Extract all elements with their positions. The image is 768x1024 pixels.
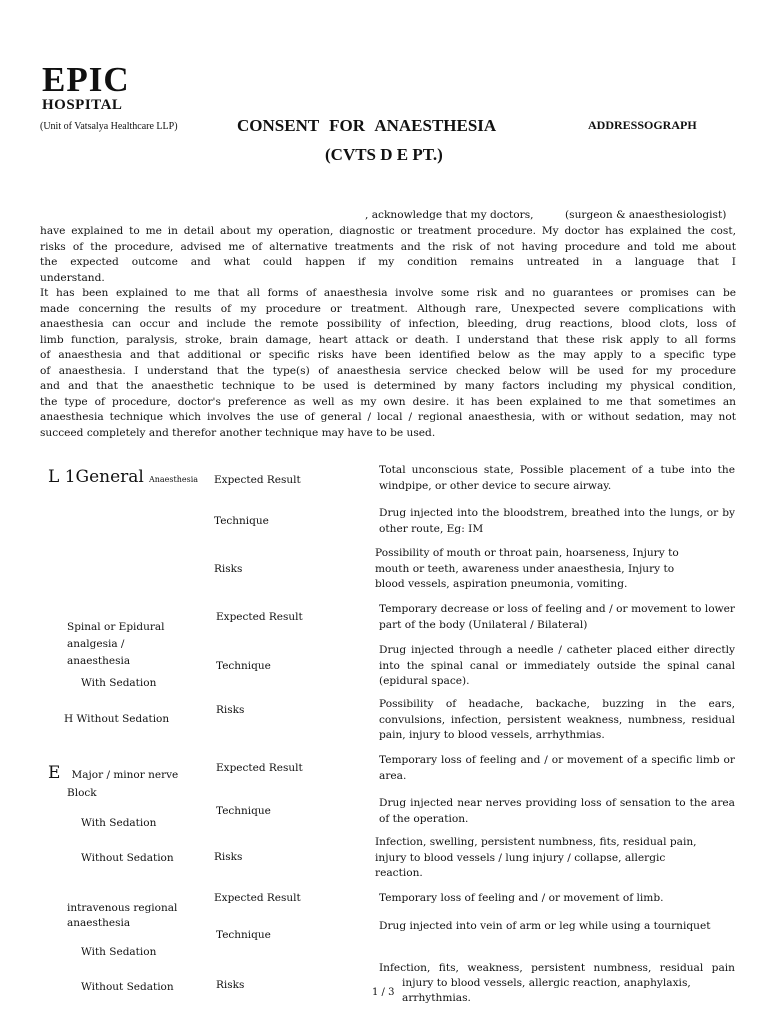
intro-line: of anaesthesia and that additional or specific risks have been identified below as the may apply to a specific type [40, 349, 736, 361]
iv-regional-technique-label: Technique [216, 929, 271, 941]
risks-line: Infection, swelling, persistent numbness, fits, residual pain, [375, 836, 697, 848]
intro-paragraph-1 [40, 224, 736, 286]
nerve-block-title-line2: Block [67, 787, 97, 799]
nerve-block-risks-text [375, 835, 697, 882]
intro-line: and and that the anaesthetic technique to be used is determined by many factors including my physical condition, [40, 380, 736, 392]
nerve-block-expected-label: Expected Result [216, 762, 303, 774]
intro-line: made concerning the results of my procedure or treatment. Although rare, Unexpected severe complications with [40, 302, 736, 315]
general-expected-label: Expected Result [214, 474, 301, 486]
intro-line: It has been explained to me that all forms of anaesthesia involve some risk and no guarantees or promises can be [40, 287, 736, 299]
intro-paragraph-2 [40, 286, 736, 441]
nerve-block-technique-label: Technique [216, 805, 271, 817]
spinal-expected-label: Expected Result [216, 611, 303, 623]
intro-line: risks of the procedure, advised me of alternative treatments and the risk of not having procedure and told me about [40, 240, 736, 253]
page-number: 1 / 3 [372, 987, 395, 998]
risks-line: blood vessels, aspiration pneumonia, vomiting. [375, 578, 628, 590]
iv-regional-without-sedation-option[interactable]: Without Sedation [81, 981, 174, 993]
intro-line: have explained to me in detail about my operation, diagnostic or treatment procedure. My doctor has explained the cost, [40, 225, 736, 237]
intro-line: anaesthesia technique which involves the use of general / local / regional anaesthesia, with or without sedation, may not [40, 411, 736, 423]
iv-regional-title-line2: anaesthesia [67, 917, 131, 929]
nerve-block-title: Major / minor nerve [71, 769, 179, 781]
risks-line: Possibility of mouth or throat pain, hoarseness, Injury to [375, 547, 679, 559]
intro-line: anaesthesia can occur and include the remote possibility of infection, bleeding, drug reactions, blood clots, loss of [40, 318, 736, 330]
nerve-block-heading [48, 763, 178, 784]
spinal-title-line: Spinal or Epidural [67, 621, 165, 633]
spinal-risks-text: Possibility of headache, backache, buzzing in the ears, convulsions, infection, persistent weakness, numbness, residual pain, injury to blood vessels, arrhythmias. [379, 698, 735, 741]
hospital-logo-name: HOSPITAL [42, 97, 123, 113]
page-title: CONSENT FOR ANAESTHESIA [237, 116, 497, 135]
intro-line: of anaesthesia. I understand that the type(s) of anaesthesia service checked below will be used for my procedure [40, 364, 736, 377]
iv-regional-expected-text: Temporary loss of feeling and / or movement of limb. [379, 892, 664, 904]
iv-regional-with-sedation-option[interactable]: With Sedation [81, 946, 157, 958]
nerve-block-risks-label: Risks [214, 851, 243, 863]
hospital-unit-note: (Unit of Vatsalya Healthcare LLP) [40, 121, 178, 132]
risks-line: reaction. [375, 867, 423, 879]
intro-line: understand. [40, 271, 105, 284]
nerve-block-expected-text: Temporary loss of feeling and / or movement of a specific limb or area. [379, 754, 735, 782]
risks-line: mouth or teeth, awareness under anaesthesia, Injury to [375, 562, 675, 575]
hospital-logo-epic: EPIC [42, 60, 130, 99]
surgeon-anaesthesiologist-fragment: (surgeon & anaesthesiologist) [565, 209, 727, 221]
intro-line: succeed completely and therefor another technique may have to be used. [40, 426, 436, 439]
addressograph-label: ADDRESSOGRAPH [588, 118, 697, 132]
iv-regional-technique-text: Drug injected into vein of arm or leg while using a tourniquet [379, 920, 711, 932]
spinal-without-sedation-option[interactable]: H Without Sedation [64, 713, 170, 725]
acknowledge-fragment: , acknowledge that my doctors, [365, 209, 534, 221]
general-expected-text: Total unconscious state, Possible placement of a tube into the windpipe, or other device to secure airway. [379, 464, 735, 492]
spinal-title-line: anaesthesia [67, 655, 131, 667]
general-technique-label: Technique [214, 515, 269, 527]
risks-line: injury to blood vessels / lung injury / collapse, allergic [375, 851, 666, 864]
spinal-risks-label: Risks [216, 704, 245, 716]
spinal-with-sedation-option[interactable]: With Sedation [81, 677, 157, 689]
iv-regional-risks-line2: injury to blood vessels, allergic reaction, anaphylaxis, [402, 977, 691, 989]
nerve-block-with-sedation-option[interactable]: With Sedation [81, 817, 157, 829]
general-checkbox-marker[interactable]: L 1 [48, 467, 76, 487]
nerve-block-checkbox-marker[interactable]: E [48, 763, 61, 783]
intro-line: the type of procedure, doctor's preference as well as my own desire. it has been explained to me that sometimes an [40, 395, 736, 408]
spinal-technique-text: Drug injected through a needle / catheter placed either directly into the spinal canal or immediately outside the spinal canal (epidural space). [379, 644, 735, 687]
spinal-title [67, 619, 165, 670]
general-risks-label: Risks [214, 563, 243, 575]
nerve-block-technique-text: Drug injected near nerves providing loss of sensation to the area of the operation. [379, 797, 735, 825]
general-risks-text [375, 546, 679, 593]
iv-regional-risks-line1: Infection, fits, weakness, persistent numbness, residual pain [379, 962, 735, 974]
general-anaesthesia-heading [48, 467, 198, 487]
iv-regional-title: intravenous regional [67, 902, 178, 914]
iv-regional-expected-label: Expected Result [214, 892, 301, 904]
page-subtitle: (CVTS D E PT.) [325, 145, 443, 164]
intro-line: the expected outcome and what could happen if my condition remains untreated in a language that I [40, 256, 736, 268]
spinal-expected-text: Temporary decrease or loss of feeling and / or movement to lower part of the body (Unilateral / Bilateral) [379, 603, 735, 631]
iv-regional-risks-line3: arrhythmias. [402, 992, 471, 1004]
intro-line: limb function, paralysis, stroke, brain damage, heart attack or death. I understand that these risk apply to all forms [40, 333, 736, 346]
nerve-block-without-sedation-option[interactable]: Without Sedation [81, 852, 174, 864]
spinal-title-line: analgesia / [67, 638, 125, 650]
general-technique-text: Drug injected into the bloodstrem, breathed into the lungs, or by other route, Eg: IM [379, 507, 735, 535]
general-title: General [75, 467, 144, 487]
general-title-small: Anaesthesia [148, 475, 199, 484]
spinal-technique-label: Technique [216, 660, 271, 672]
iv-regional-risks-label: Risks [216, 979, 245, 991]
